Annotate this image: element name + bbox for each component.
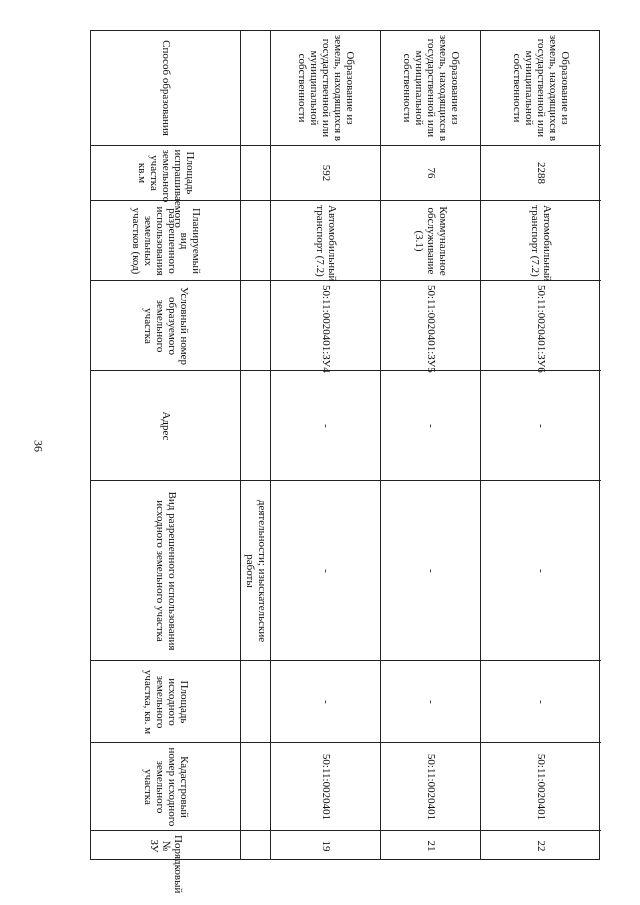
cell-continuation-order — [241, 831, 270, 861]
cell-header-address — [91, 371, 240, 481]
cell-row-19-planned-area — [271, 146, 380, 201]
cell-continuation-conditional-number — [241, 281, 270, 371]
cell-header-cadastral — [91, 743, 240, 831]
cell-text: 2288 — [535, 162, 547, 184]
cell-text: - — [424, 423, 437, 428]
cell-row-19-conditional-number — [271, 281, 380, 371]
cell-row-22-method — [481, 31, 601, 146]
cell-text: 50:11:0020401 — [319, 753, 332, 820]
table-col-row-19 — [271, 31, 381, 859]
cell-row-21-method — [381, 31, 480, 146]
cell-row-19-method — [271, 31, 380, 146]
cell-text: 592 — [319, 164, 332, 182]
cell-text: - — [535, 423, 547, 428]
cell-header-usage — [91, 481, 240, 661]
cell-row-22-order — [481, 831, 601, 861]
cell-text: - — [535, 568, 547, 573]
cell-text: Автомобильный транспорт (7.2) — [529, 204, 553, 281]
cell-row-21-cadastral — [381, 743, 480, 831]
cell-row-19-order — [271, 831, 380, 861]
cell-row-22-usage — [481, 481, 601, 661]
table-col-continuation — [241, 31, 271, 859]
cell-row-21-planned-area — [381, 146, 480, 201]
cell-continuation-method — [241, 31, 270, 146]
cell-text: 76 — [424, 167, 437, 179]
cell-row-22-conditional-number — [481, 281, 601, 371]
cell-text: - — [535, 699, 547, 704]
cell-text: Автомобильный транспорт (7.2) — [313, 204, 338, 281]
cell-text: Коммунальное обслуживание (3.1) — [412, 205, 449, 276]
cell-row-19-cadastral — [271, 743, 380, 831]
cell-header-source-area — [91, 661, 240, 743]
cell-text: Площадь испрашиваемого земельного участка кв.м — [135, 149, 196, 228]
cell-text: 19 — [319, 840, 332, 852]
cell-text: Условный номер образуемого земельного участка — [141, 286, 190, 365]
cell-header-conditional-number — [91, 281, 240, 371]
cell-text: Кадастровый номер исходного земельного участка — [141, 747, 190, 826]
cell-text: 50:11:0020401:ЗУ5 — [424, 284, 437, 373]
cell-text: - — [319, 699, 332, 704]
cell-row-19-planned-usage — [271, 201, 380, 281]
cell-continuation-usage — [241, 481, 270, 661]
cell-continuation-cadastral — [241, 743, 270, 831]
cell-text: - — [319, 568, 332, 573]
cell-continuation-source-area — [241, 661, 270, 743]
cell-text: - — [424, 568, 437, 573]
cell-text: 50:11:0020401:ЗУ6 — [535, 284, 547, 373]
cell-text: Порядковый № ЗУ — [147, 835, 184, 894]
cell-row-19-address — [271, 371, 380, 481]
cell-text: Площадь исходного земельного участка, кв. м — [141, 669, 190, 734]
cell-text: 50:11:0020401 — [535, 753, 547, 820]
cell-header-planned-usage — [91, 201, 240, 281]
cell-text: - — [319, 423, 332, 428]
cell-row-22-cadastral — [481, 743, 601, 831]
cell-text: - — [424, 699, 437, 704]
cell-continuation-planned-area — [241, 146, 270, 201]
cell-text: 21 — [424, 840, 437, 852]
cell-text: 22 — [535, 840, 547, 852]
cell-text: Вид разрешенного использования исходного земельного участка — [153, 491, 178, 650]
cell-row-21-source-area — [381, 661, 480, 743]
cell-row-22-planned-usage — [481, 201, 601, 281]
cell-row-22-planned-area — [481, 146, 601, 201]
cell-row-19-usage — [271, 481, 380, 661]
cell-row-21-usage — [381, 481, 480, 661]
cell-text: Образование из земель, находящихся в государственной или муниципальной собственности — [400, 34, 461, 142]
cell-row-22-address — [481, 371, 601, 481]
cell-continuation-planned-usage — [241, 201, 270, 281]
cell-row-21-conditional-number — [381, 281, 480, 371]
cell-row-19-source-area — [271, 661, 380, 743]
cell-text: Адрес — [159, 410, 172, 441]
cell-text: деятельности; изыскательские работы — [243, 499, 268, 642]
cell-row-22-source-area — [481, 661, 601, 743]
cell-header-order — [91, 831, 240, 894]
cell-text: Образование из земель, находящихся в государственной или муниципальной собственности — [295, 34, 356, 142]
cell-header-planned-area — [91, 146, 240, 228]
cell-row-21-order — [381, 831, 480, 861]
table-col-header — [91, 31, 241, 894]
cell-text: Образование из земель, находящихся в государственной или муниципальной собственности — [511, 34, 571, 142]
cell-text: Способ образования — [159, 40, 172, 136]
cell-text: 50:11:0020401 — [424, 753, 437, 820]
table-col-row-22 — [481, 31, 601, 859]
cell-row-21-address — [381, 371, 480, 481]
page-number: 36 — [31, 440, 46, 452]
table-col-row-21 — [381, 31, 481, 859]
land-plot-table — [90, 30, 600, 894]
cell-continuation-address — [241, 371, 270, 481]
cell-row-21-planned-usage — [381, 201, 480, 281]
cell-header-method — [91, 31, 240, 146]
cell-text: Планируемый вид разрешенного использования земельных участков (код) — [129, 205, 202, 276]
cell-text: 50:11:0020401:ЗУ4 — [319, 284, 332, 373]
